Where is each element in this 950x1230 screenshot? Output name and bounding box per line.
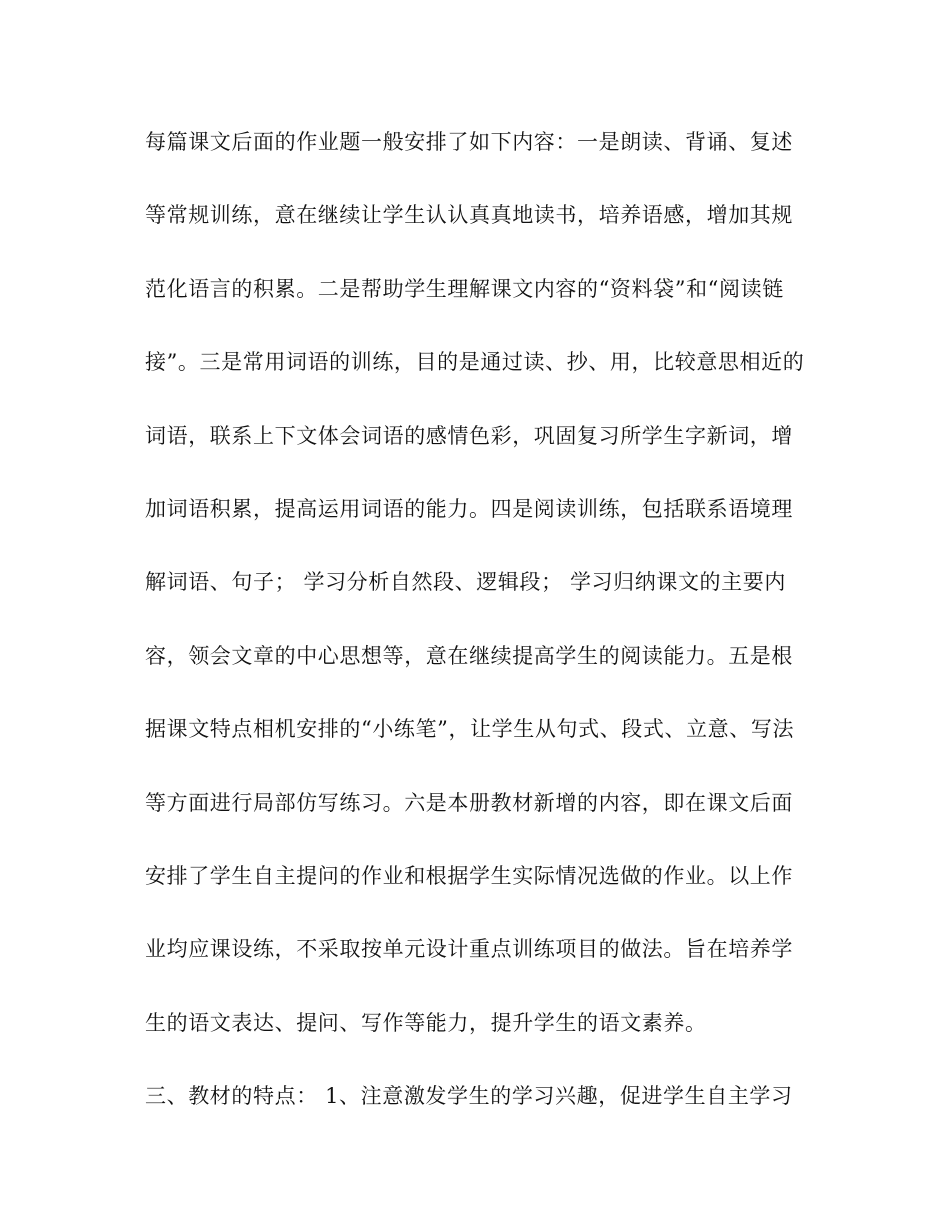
text-line: 接”。三是常用词语的训练，目的是通过读、抄、用，比较意思相近的	[145, 350, 805, 375]
section-heading-line: 三、教材的特点： 1、注意激发学生的学习兴趣，促进学生自主学习	[145, 1084, 793, 1109]
body-text	[145, 122, 825, 1149]
text-line: 解词语、句子； 学习分析自然段、逻辑段； 学习归纳课文的主要内	[145, 570, 786, 595]
text-line: 范化语言的积累。二是帮助学生理解课文内容的“资料袋”和“阅读链	[145, 276, 784, 301]
text-line: 每篇课文后面的作业题一般安排了如下内容：一是朗读、背诵、复述	[145, 130, 793, 154]
text-line: 等方面进行局部仿写练习。六是本册教材新增的内容，即在课文后面	[145, 790, 793, 815]
text-line: 生的语文表达、提问、写作等能力，提升学生的语文素养。	[145, 1010, 707, 1035]
text-line: 词语，联系上下文体会词语的感情色彩，巩固复习所学生字新词，增	[145, 423, 793, 448]
text-line: 安排了学生自主提问的作业和根据学生实际情况选做的作业。以上作	[145, 863, 793, 888]
text-line: 容，领会文章的中心思想等，意在继续提高学生的阅读能力。五是根	[145, 643, 793, 668]
text-line: 业均应课设练，不采取按单元设计重点训练项目的做法。旨在培养学	[145, 937, 793, 962]
text-line: 据课文特点相机安排的“小练笔”，让学生从句式、段式、立意、写法	[145, 717, 795, 742]
text-line: 加词语积累，提高运用词语的能力。四是阅读训练，包括联系语境理	[145, 496, 793, 521]
text-line: 等常规训练，意在继续让学生认认真真地读书，培养语感，增加其规	[145, 203, 793, 228]
